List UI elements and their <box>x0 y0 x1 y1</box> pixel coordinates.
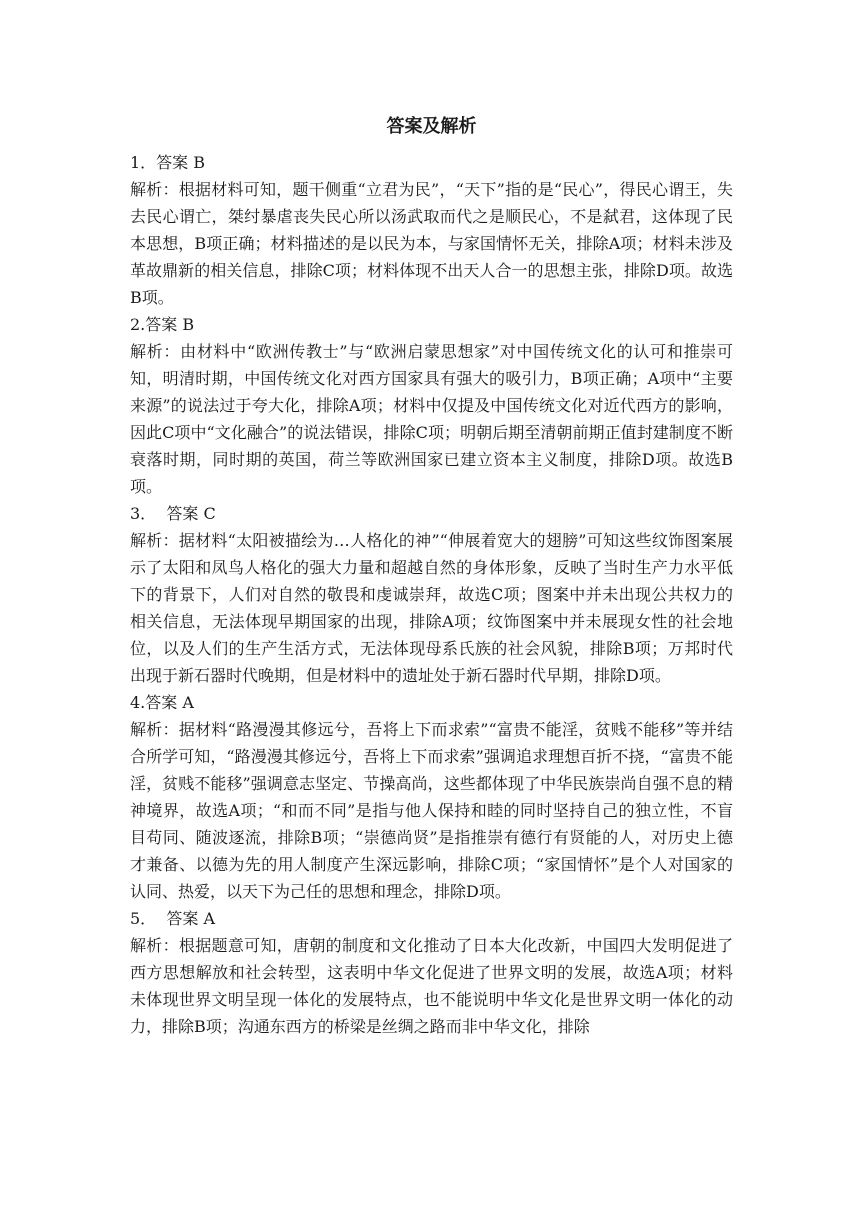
page-title: 答案及解析 <box>386 116 477 137</box>
answer-item-1 <box>130 149 733 311</box>
answer-item-5 <box>130 905 733 1040</box>
explanation-text: 解析：据材料“太阳被描绘为…人格化的神”“伸展着宽大的翅膀”可知这些纹饰图案展示了太阳和凤鸟人格化的强大力量和超越自然的身体形象，反映了当时生产力水平低下的背景下，人们对自然的敬畏和虔诚崇拜，故选C项；图案中并未出现公共权力的相关信息，无法体现早期国家的出现，排除A项；纹饰图案中并未展现女性的社会地位，以及人们的生产生活方式，无法体现母系氏族的社会风貌，排除B项；万邦时代出现于新石器时代晚期，但是材料中的遗址处于新石器时代早期，排除D项。 <box>130 531 733 685</box>
explanation-text: 解析：根据题意可知，唐朝的制度和文化推动了日本大化改新，中国四大发明促进了西方思想解放和社会转型，这表明中华文化促进了世界文明的发展，故选A项；材料未体现世界文明呈现一体化的发展特点，也不能说明中华文化是世界文明一体化的动力，排除B项；沟通东西方的桥梁是丝绸之路而非中华文化，排除 <box>130 936 733 1036</box>
answer-item-4 <box>130 689 733 905</box>
answer-line: 4.答案 A <box>130 693 194 712</box>
answer-line: 1．答案 B <box>130 153 206 172</box>
answer-line: 2.答案 B <box>130 315 195 334</box>
explanation-text: 解析：据材料“路漫漫其修远兮，吾将上下而求索”“富贵不能淫，贫贱不能移”等并结合所学可知，“路漫漫其修远兮，吾将上下而求索”强调追求理想百折不挠，“富贵不能淫，贫贱不能移”强调意志坚定、节操高尚，这些都体现了中华民族崇尚自强不息的精神境界，故选A项；“和而不同”是指与他人保持和睦的同时坚持自己的独立性，不盲目苟同、随波逐流，排除B项；“崇德尚贤”是指推崇有德行有贤能的人，对历史上德才兼备、以德为先的用人制度产生深远影响，排除C项；“家国情怀”是个人对国家的认同、热爱，以天下为己任的思想和理念，排除D项。 <box>130 720 733 901</box>
answer-item-3 <box>130 500 733 689</box>
explanation-text: 解析：根据材料可知，题干侧重“立君为民”，“天下”指的是“民心”，得民心谓王，失去民心谓亡，桀纣暴虐丧失民心所以汤武取而代之是顺民心，不是弑君，这体现了民本思想，B项正确；材料描述的是以民为本，与家国情怀无关，排除A项；材料未涉及革故鼎新的相关信息，排除C项；材料体现不出天人合一的思想主张，排除D项。故选B项。 <box>130 180 733 307</box>
answer-line: 5． 答案 A <box>130 909 215 928</box>
answer-line: 3． 答案 C <box>130 504 216 523</box>
answer-document <box>130 112 733 1040</box>
explanation-text: 解析：由材料中“欧洲传教士”与“欧洲启蒙思想家”对中国传统文化的认可和推崇可知，明清时期，中国传统文化对西方国家具有强大的吸引力，B项正确；A项中“主要来源”的说法过于夸大化，排除A项；材料中仅提及中国传统文化对近代西方的影响，因此C项中“文化融合”的说法错误，排除C项；明朝后期至清朝前期正值封建制度不断衰落时期，同时期的英国，荷兰等欧洲国家已建立资本主义制度，排除D项。故选B项。 <box>130 342 733 496</box>
answer-item-2 <box>130 311 733 500</box>
